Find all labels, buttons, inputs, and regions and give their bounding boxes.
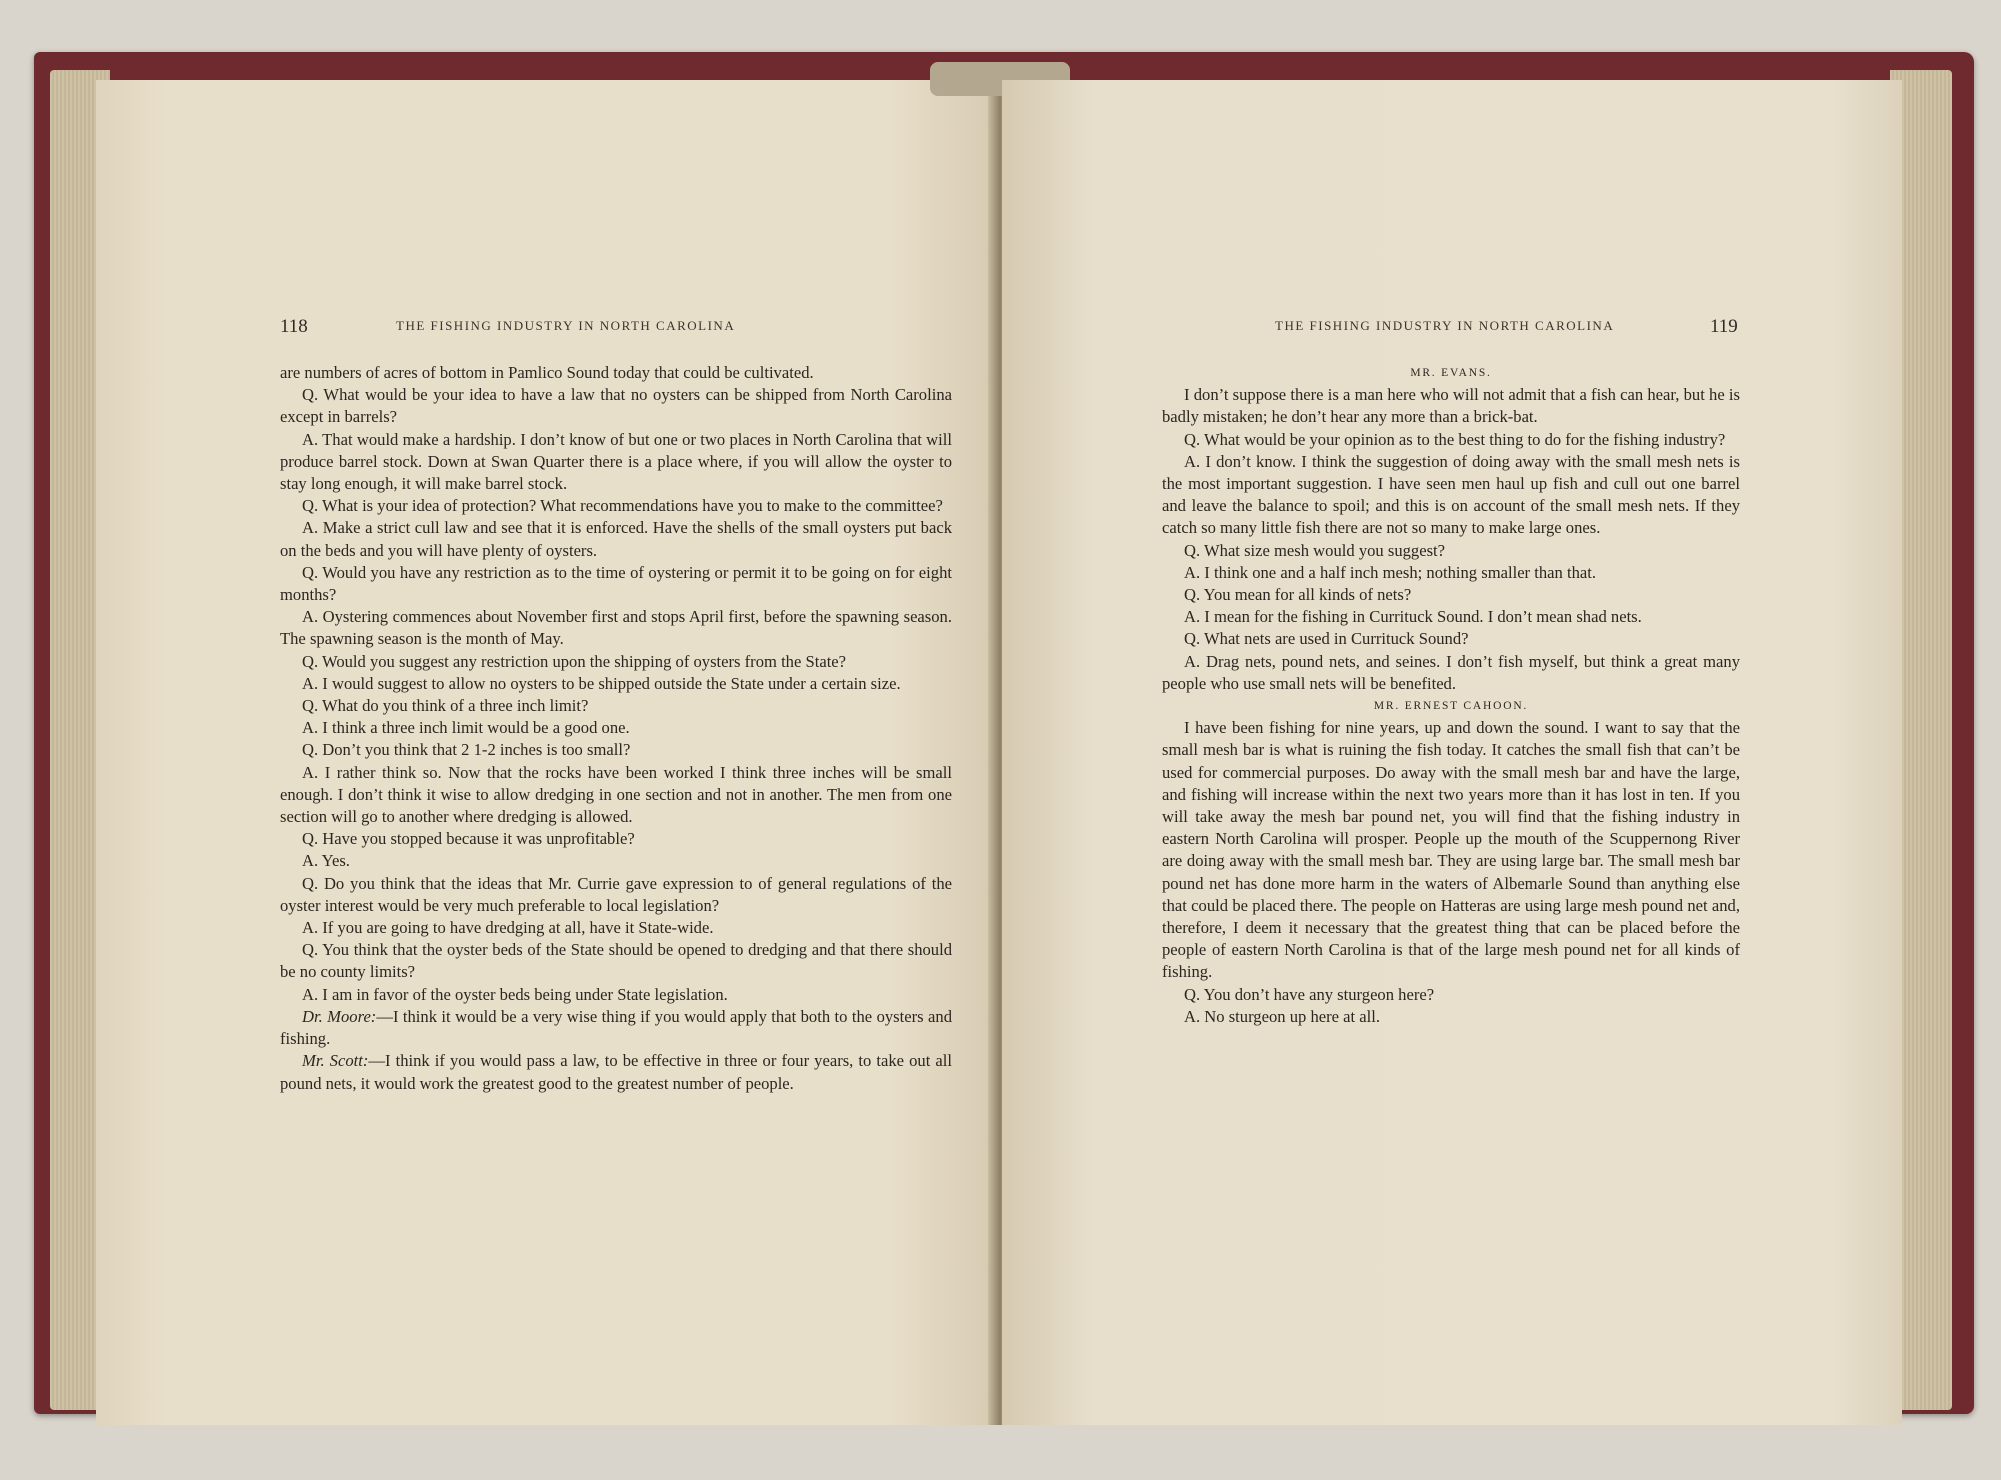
left-page-text	[280, 362, 952, 1095]
right-page-text	[1162, 362, 1740, 1028]
paragraph: Q. Would you have any restriction as to the time of oystering or permit it to be going on for eight months?	[280, 562, 952, 605]
paragraph: A. Oystering commences about November first and stops April first, before the spawning season. The spawning season is the month of May.	[280, 607, 952, 649]
paragraph: A. No sturgeon up here at all.	[1184, 1006, 1381, 1026]
paragraph: Q. You mean for all kinds of nets?	[1184, 585, 1412, 605]
paragraph: A. I think one and a half inch mesh; nothing smaller than that.	[1184, 562, 1596, 582]
paragraph: A. I think a three inch limit would be a good one.	[302, 718, 630, 738]
paragraph: Q. What would be your opinion as to the best thing to do for the fishing industry?	[1184, 429, 1726, 449]
paragraph: Q. You don’t have any sturgeon here?	[1184, 984, 1435, 1004]
paragraph: A. I am in favor of the oyster beds being under State legislation.	[302, 984, 728, 1004]
left-page	[96, 80, 996, 1425]
paragraph: Q. What nets are used in Currituck Sound?	[1184, 629, 1469, 649]
scott-paragraph	[280, 1050, 952, 1094]
page-number: 118	[280, 316, 308, 337]
running-head: THE FISHING INDUSTRY IN NORTH CAROLINA	[396, 318, 736, 333]
page-number: 119	[1710, 316, 1738, 337]
speaker-text: —I think if you would pass a law, to be effective in three or four years, to take out all pound nets, it would work the greatest good to the greatest number of people.	[280, 1051, 952, 1093]
paragraph: A. I don’t know. I think the suggestion of doing away with the small mesh nets is the most important suggestion. I have seen men haul up fish and cull out one barrel and leave the balance to spoil; and this is on account of the small mesh nets. If they catch so many little fish there are not so many to make large ones.	[1162, 451, 1740, 538]
speaker-text: —I think it would be a very wise thing if you would apply that both to the oysters and fishing.	[280, 1006, 952, 1049]
paragraph: Q. What do you think of a three inch limit?	[302, 696, 589, 716]
paragraph: Q. Don’t you think that 2 1-2 inches is too small?	[302, 740, 631, 760]
paragraph: Q. Would you suggest any restriction upon the shipping of oysters from the State?	[302, 651, 847, 671]
paragraph: A. I mean for the fishing in Currituck Sound. I don’t mean shad nets.	[1184, 607, 1642, 627]
paragraph: A. If you are going to have dredging at all, have it State-wide.	[302, 918, 714, 938]
paragraph: A. Make a strict cull law and see that it is enforced. Have the shells of the small oysters put back on the beds and you will have plenty of oysters.	[280, 518, 952, 560]
paragraph: are numbers of acres of bottom in Pamlico Sound today that could be cultivated.	[280, 363, 814, 382]
paragraph: A. I rather think so. Now that the rocks have been worked I think three inches will be small enough. I don’t think it wise to allow dredging in one section and not in another. The men from one section will go to another where dredging is allowed.	[280, 762, 952, 827]
paragraph: I don’t suppose there is a man here who will not admit that a fish can hear, but he is badly mistaken; he don’t hear any more than a brick-bat.	[1162, 385, 1740, 427]
paragraph: Q. What is your idea of protection? What recommendations have you to make to the committee?	[302, 496, 943, 516]
section-heading: MR. EVANS.	[1410, 367, 1492, 379]
paragraph: A. That would make a hardship. I don’t know of but one or two places in North Carolina that will produce barrel stock. Down at Swan Quarter there is a place where, if you will allow the oyster to stay long enough, it will make barrel stock.	[280, 429, 952, 494]
paragraph: A. Yes.	[302, 851, 350, 871]
paragraph: Q. What size mesh would you suggest?	[1184, 540, 1446, 560]
section-heading: MR. ERNEST CAHOON.	[1373, 700, 1529, 713]
paragraph: Q. Have you stopped because it was unprofitable?	[302, 829, 635, 849]
paragraph: I have been fishing for nine years, up and down the sound. I want to say that the small mesh bar is what is ruining the fish today. It catches the small fish that can’t be used for commercial purposes. Do away with the small mesh bar and have the large, and fishing will increase within the next two years more than it has lost in ten. If you will take away the mesh bar pound net, you will find that the fishing industry in eastern North Carolina will prosper. People up the mouth of the Scuppernong River are doing away with the small mesh bar. They are using large bar. The small mesh bar pound net has done more harm in the waters of Albemarle Sound than anything else that could be placed there. The people on Hatteras are using large mesh pound net and, therefore, I deem it necessary that the greatest thing that can be placed before the people of eastern North Carolina is that of the large mesh pound net for all kinds of fishing.	[1162, 718, 1740, 982]
paragraph: Q. What would be your idea to have a law that no oysters can be shipped from North Carolina except in barrels?	[280, 385, 952, 427]
running-head: THE FISHING INDUSTRY IN NORTH CAROLINA	[1275, 318, 1615, 333]
right-page	[1002, 80, 1902, 1425]
paragraph: A. Drag nets, pound nets, and seines. I don’t fish myself, but think a great many people who use small nets will be benefited.	[1162, 651, 1740, 693]
paragraph: A. I would suggest to allow no oysters to be shipped outside the State under a certain size.	[302, 673, 901, 693]
speaker-name: Mr. Scott:	[302, 1051, 369, 1071]
speaker-name: Dr. Moore:	[302, 1006, 377, 1026]
paragraph: Q. Do you think that the ideas that Mr. Currie gave expression to of general regulations of the oyster interest would be very much preferable to local legislation?	[280, 873, 952, 915]
moore-paragraph	[280, 1006, 952, 1050]
paragraph: Q. You think that the oyster beds of the State should be opened to dredging and that there should be no county limits?	[280, 940, 952, 982]
